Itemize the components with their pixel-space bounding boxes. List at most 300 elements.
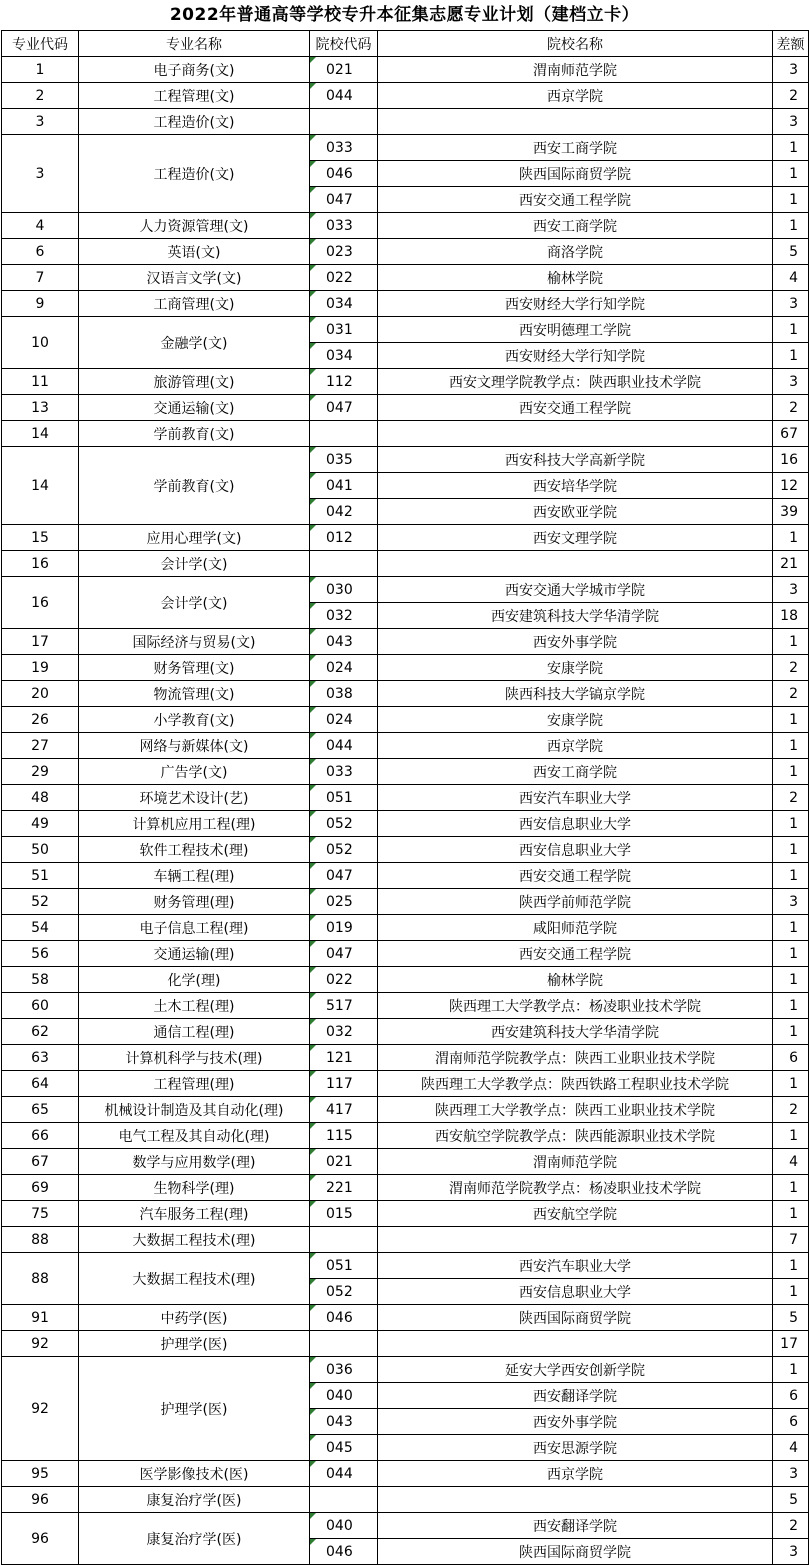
table-row <box>2 57 809 83</box>
table-row <box>2 239 809 265</box>
table-row <box>2 1513 809 1539</box>
major-code-cell: 26 <box>2 707 79 733</box>
major-code-cell: 58 <box>2 967 79 993</box>
major-name-cell: 土木工程(理) <box>79 993 310 1019</box>
table-row <box>2 863 809 889</box>
school-code-cell: 044 <box>310 83 378 109</box>
gap-cell: 39 <box>773 499 809 525</box>
major-code-cell: 96 <box>2 1487 79 1513</box>
school-code-cell: 045 <box>310 1435 378 1461</box>
school-name-cell: 西安汽车职业大学 <box>378 1253 773 1279</box>
school-name-cell: 西安工商学院 <box>378 213 773 239</box>
table-row <box>2 1227 809 1253</box>
school-code-cell: 035 <box>310 447 378 473</box>
major-name-cell: 金融学(文) <box>79 317 310 369</box>
school-code-cell: 034 <box>310 291 378 317</box>
gap-cell: 1 <box>773 915 809 941</box>
school-code-cell: 012 <box>310 525 378 551</box>
table-row <box>2 655 809 681</box>
table-row <box>2 915 809 941</box>
major-code-cell: 15 <box>2 525 79 551</box>
major-code-cell: 20 <box>2 681 79 707</box>
major-name-cell: 车辆工程(理) <box>79 863 310 889</box>
major-name-cell: 工程造价(文) <box>79 135 310 213</box>
gap-cell: 1 <box>773 1253 809 1279</box>
school-name-cell: 西安财经大学行知学院 <box>378 343 773 369</box>
school-code-cell: 051 <box>310 785 378 811</box>
major-code-cell: 96 <box>2 1513 79 1565</box>
school-name-cell: 渭南师范学院 <box>378 57 773 83</box>
gap-cell: 1 <box>773 187 809 213</box>
table-row <box>2 629 809 655</box>
school-name-cell: 西京学院 <box>378 1461 773 1487</box>
major-name-cell: 学前教育(文) <box>79 447 310 525</box>
major-name-cell: 电子商务(文) <box>79 57 310 83</box>
gap-cell: 1 <box>773 1201 809 1227</box>
table-row <box>2 1175 809 1201</box>
school-code-cell: 031 <box>310 317 378 343</box>
school-name-cell: 西安建筑科技大学华清学院 <box>378 603 773 629</box>
table-row <box>2 1331 809 1357</box>
school-code-cell: 030 <box>310 577 378 603</box>
school-code-cell: 033 <box>310 759 378 785</box>
table-row <box>2 1461 809 1487</box>
table-row <box>2 525 809 551</box>
school-code-cell: 038 <box>310 681 378 707</box>
gap-cell: 2 <box>773 83 809 109</box>
school-code-cell: 043 <box>310 629 378 655</box>
table-row <box>2 1045 809 1071</box>
school-name-cell: 西安欧亚学院 <box>378 499 773 525</box>
gap-cell: 18 <box>773 603 809 629</box>
school-code-cell <box>310 109 378 135</box>
major-code-cell: 69 <box>2 1175 79 1201</box>
major-code-cell: 49 <box>2 811 79 837</box>
major-name-cell: 环境艺术设计(艺) <box>79 785 310 811</box>
school-code-cell: 024 <box>310 655 378 681</box>
school-name-cell: 陕西理工大学教学点：陕西铁路工程职业技术学院 <box>378 1071 773 1097</box>
gap-cell: 1 <box>773 317 809 343</box>
school-name-cell: 安康学院 <box>378 707 773 733</box>
gap-cell: 3 <box>773 291 809 317</box>
table-row <box>2 837 809 863</box>
school-name-cell: 渭南师范学院 <box>378 1149 773 1175</box>
table-row <box>2 811 809 837</box>
school-code-cell: 112 <box>310 369 378 395</box>
school-name-cell: 西京学院 <box>378 83 773 109</box>
major-name-cell: 电子信息工程(理) <box>79 915 310 941</box>
school-name-cell: 安康学院 <box>378 655 773 681</box>
major-name-cell: 计算机应用工程(理) <box>79 811 310 837</box>
major-code-cell: 92 <box>2 1331 79 1357</box>
major-name-cell: 财务管理(文) <box>79 655 310 681</box>
gap-cell: 2 <box>773 395 809 421</box>
school-code-cell: 034 <box>310 343 378 369</box>
table-row <box>2 941 809 967</box>
school-code-cell: 023 <box>310 239 378 265</box>
gap-cell: 4 <box>773 1149 809 1175</box>
major-code-cell: 1 <box>2 57 79 83</box>
school-name-cell: 西安建筑科技大学华清学院 <box>378 1019 773 1045</box>
major-code-cell: 16 <box>2 577 79 629</box>
school-name-cell: 延安大学西安创新学院 <box>378 1357 773 1383</box>
major-code-cell: 14 <box>2 447 79 525</box>
school-name-cell: 西安文理学院教学点：陕西职业技术学院 <box>378 369 773 395</box>
major-name-cell: 网络与新媒体(文) <box>79 733 310 759</box>
major-name-cell: 汉语言文学(文) <box>79 265 310 291</box>
school-code-cell: 047 <box>310 187 378 213</box>
school-name-cell: 西安交通工程学院 <box>378 187 773 213</box>
school-code-cell: 121 <box>310 1045 378 1071</box>
table-row <box>2 317 809 343</box>
gap-cell: 16 <box>773 447 809 473</box>
major-name-cell: 电气工程及其自动化(理) <box>79 1123 310 1149</box>
table-row <box>2 1201 809 1227</box>
school-name-cell: 陕西学前师范学院 <box>378 889 773 915</box>
school-name-cell: 西安明德理工学院 <box>378 317 773 343</box>
major-code-cell: 65 <box>2 1097 79 1123</box>
gap-cell: 2 <box>773 1097 809 1123</box>
major-code-cell: 4 <box>2 213 79 239</box>
major-code-cell: 19 <box>2 655 79 681</box>
school-code-cell: 115 <box>310 1123 378 1149</box>
major-name-cell: 医学影像技术(医) <box>79 1461 310 1487</box>
major-code-cell: 17 <box>2 629 79 655</box>
gap-cell: 1 <box>773 1357 809 1383</box>
school-name-cell <box>378 1487 773 1513</box>
gap-cell: 1 <box>773 629 809 655</box>
gap-cell: 12 <box>773 473 809 499</box>
school-code-cell: 032 <box>310 1019 378 1045</box>
major-code-cell: 3 <box>2 109 79 135</box>
school-code-cell: 042 <box>310 499 378 525</box>
school-name-cell: 西安思源学院 <box>378 1435 773 1461</box>
major-name-cell: 软件工程技术(理) <box>79 837 310 863</box>
major-code-cell: 92 <box>2 1357 79 1461</box>
school-name-cell: 西安汽车职业大学 <box>378 785 773 811</box>
major-code-cell: 9 <box>2 291 79 317</box>
school-name-cell: 咸阳师范学院 <box>378 915 773 941</box>
school-code-cell: 032 <box>310 603 378 629</box>
major-name-cell: 工程造价(文) <box>79 109 310 135</box>
major-code-cell: 54 <box>2 915 79 941</box>
major-code-cell: 60 <box>2 993 79 1019</box>
school-name-cell: 西安交通大学城市学院 <box>378 577 773 603</box>
header-school-name: 院校名称 <box>378 31 773 57</box>
gap-cell: 1 <box>773 1279 809 1305</box>
school-code-cell: 021 <box>310 57 378 83</box>
gap-cell: 1 <box>773 811 809 837</box>
major-code-cell: 56 <box>2 941 79 967</box>
major-name-cell: 旅游管理(文) <box>79 369 310 395</box>
school-code-cell: 052 <box>310 1279 378 1305</box>
school-name-cell: 陕西理工大学教学点：杨凌职业技术学院 <box>378 993 773 1019</box>
table-row <box>2 993 809 1019</box>
major-code-cell: 50 <box>2 837 79 863</box>
table-header-row <box>2 31 809 57</box>
school-name-cell: 西安翻译学院 <box>378 1513 773 1539</box>
school-code-cell: 417 <box>310 1097 378 1123</box>
school-code-cell: 221 <box>310 1175 378 1201</box>
school-name-cell: 西安文理学院 <box>378 525 773 551</box>
school-code-cell: 043 <box>310 1409 378 1435</box>
gap-cell: 3 <box>773 889 809 915</box>
school-code-cell: 052 <box>310 837 378 863</box>
school-name-cell: 西安科技大学高新学院 <box>378 447 773 473</box>
major-code-cell: 63 <box>2 1045 79 1071</box>
gap-cell: 3 <box>773 109 809 135</box>
table-row <box>2 759 809 785</box>
school-code-cell: 024 <box>310 707 378 733</box>
major-code-cell: 29 <box>2 759 79 785</box>
gap-cell: 1 <box>773 759 809 785</box>
major-name-cell: 数学与应用数学(理) <box>79 1149 310 1175</box>
table-row <box>2 551 809 577</box>
major-name-cell: 康复治疗学(医) <box>79 1513 310 1565</box>
major-code-cell: 48 <box>2 785 79 811</box>
school-name-cell: 陕西国际商贸学院 <box>378 1539 773 1565</box>
gap-cell: 4 <box>773 265 809 291</box>
school-name-cell: 陕西国际商贸学院 <box>378 1305 773 1331</box>
gap-cell: 1 <box>773 707 809 733</box>
major-name-cell: 交通运输(理) <box>79 941 310 967</box>
school-code-cell: 052 <box>310 811 378 837</box>
gap-cell: 6 <box>773 1045 809 1071</box>
major-code-cell: 16 <box>2 551 79 577</box>
gap-cell: 6 <box>773 1409 809 1435</box>
major-code-cell: 88 <box>2 1227 79 1253</box>
major-name-cell: 会计学(文) <box>79 577 310 629</box>
major-name-cell: 工程管理(理) <box>79 1071 310 1097</box>
major-name-cell: 国际经济与贸易(文) <box>79 629 310 655</box>
school-code-cell: 046 <box>310 1539 378 1565</box>
major-name-cell: 广告学(文) <box>79 759 310 785</box>
major-code-cell: 2 <box>2 83 79 109</box>
major-name-cell: 通信工程(理) <box>79 1019 310 1045</box>
school-name-cell: 渭南师范学院教学点：陕西工业职业技术学院 <box>378 1045 773 1071</box>
gap-cell: 1 <box>773 733 809 759</box>
header-gap: 差额 <box>773 31 809 57</box>
school-code-cell: 033 <box>310 213 378 239</box>
major-name-cell: 物流管理(文) <box>79 681 310 707</box>
major-name-cell: 康复治疗学(医) <box>79 1487 310 1513</box>
school-code-cell <box>310 1487 378 1513</box>
school-name-cell: 西安外事学院 <box>378 1409 773 1435</box>
school-name-cell: 西安航空学院教学点：陕西能源职业技术学院 <box>378 1123 773 1149</box>
table-row <box>2 447 809 473</box>
major-code-cell: 88 <box>2 1253 79 1305</box>
major-name-cell: 机械设计制造及其自动化(理) <box>79 1097 310 1123</box>
school-code-cell: 040 <box>310 1513 378 1539</box>
gap-cell: 1 <box>773 1123 809 1149</box>
major-code-cell: 66 <box>2 1123 79 1149</box>
school-name-cell: 西安工商学院 <box>378 759 773 785</box>
table-row <box>2 1305 809 1331</box>
table-row <box>2 1097 809 1123</box>
school-code-cell: 019 <box>310 915 378 941</box>
major-code-cell: 95 <box>2 1461 79 1487</box>
gap-cell: 1 <box>773 213 809 239</box>
school-name-cell: 西安外事学院 <box>378 629 773 655</box>
school-name-cell: 西安交通工程学院 <box>378 395 773 421</box>
school-name-cell: 西京学院 <box>378 733 773 759</box>
table-row <box>2 109 809 135</box>
major-name-cell: 中药学(医) <box>79 1305 310 1331</box>
gap-cell: 2 <box>773 785 809 811</box>
school-name-cell: 西安交通工程学院 <box>378 941 773 967</box>
school-name-cell <box>378 1227 773 1253</box>
school-code-cell: 044 <box>310 733 378 759</box>
major-code-cell: 62 <box>2 1019 79 1045</box>
gap-cell: 2 <box>773 655 809 681</box>
school-name-cell <box>378 1331 773 1357</box>
gap-cell: 1 <box>773 837 809 863</box>
table-row <box>2 1123 809 1149</box>
major-name-cell: 大数据工程技术(理) <box>79 1253 310 1305</box>
header-major-name: 专业名称 <box>79 31 310 57</box>
gap-cell: 21 <box>773 551 809 577</box>
major-name-cell: 会计学(文) <box>79 551 310 577</box>
header-school-code: 院校代码 <box>310 31 378 57</box>
major-name-cell: 英语(文) <box>79 239 310 265</box>
major-name-cell: 学前教育(文) <box>79 421 310 447</box>
school-name-cell <box>378 421 773 447</box>
school-code-cell <box>310 551 378 577</box>
gap-cell: 3 <box>773 369 809 395</box>
gap-cell: 7 <box>773 1227 809 1253</box>
school-name-cell: 西安交通工程学院 <box>378 863 773 889</box>
gap-cell: 3 <box>773 577 809 603</box>
table-row <box>2 395 809 421</box>
gap-cell: 1 <box>773 343 809 369</box>
gap-cell: 1 <box>773 863 809 889</box>
gap-cell: 1 <box>773 967 809 993</box>
gap-cell: 3 <box>773 1539 809 1565</box>
major-code-cell: 75 <box>2 1201 79 1227</box>
school-code-cell: 033 <box>310 135 378 161</box>
school-name-cell: 西安航空学院 <box>378 1201 773 1227</box>
school-code-cell: 036 <box>310 1357 378 1383</box>
gap-cell: 1 <box>773 993 809 1019</box>
school-code-cell: 025 <box>310 889 378 915</box>
school-name-cell: 西安财经大学行知学院 <box>378 291 773 317</box>
major-name-cell: 化学(理) <box>79 967 310 993</box>
school-name-cell <box>378 551 773 577</box>
major-code-cell: 64 <box>2 1071 79 1097</box>
gap-cell: 1 <box>773 525 809 551</box>
major-code-cell: 3 <box>2 135 79 213</box>
plan-table <box>1 30 809 1565</box>
major-code-cell: 13 <box>2 395 79 421</box>
school-name-cell: 榆林学院 <box>378 967 773 993</box>
school-name-cell: 西安工商学院 <box>378 135 773 161</box>
gap-cell: 3 <box>773 57 809 83</box>
major-code-cell: 27 <box>2 733 79 759</box>
page-title: 2022年普通高等学校专升本征集志愿专业计划（建档立卡） <box>169 5 640 25</box>
table-row <box>2 213 809 239</box>
school-code-cell: 040 <box>310 1383 378 1409</box>
table-row <box>2 1019 809 1045</box>
table-row <box>2 1149 809 1175</box>
major-name-cell: 护理学(医) <box>79 1331 310 1357</box>
school-code-cell: 517 <box>310 993 378 1019</box>
table-row <box>2 707 809 733</box>
school-name-cell: 西安信息职业大学 <box>378 811 773 837</box>
major-code-cell: 11 <box>2 369 79 395</box>
table-row <box>2 369 809 395</box>
table-row <box>2 1357 809 1383</box>
major-code-cell: 52 <box>2 889 79 915</box>
major-name-cell: 小学教育(文) <box>79 707 310 733</box>
table-row <box>2 265 809 291</box>
school-code-cell: 015 <box>310 1201 378 1227</box>
major-code-cell: 6 <box>2 239 79 265</box>
table-row <box>2 889 809 915</box>
school-code-cell: 047 <box>310 395 378 421</box>
major-name-cell: 工商管理(文) <box>79 291 310 317</box>
school-name-cell: 陕西科技大学镐京学院 <box>378 681 773 707</box>
major-code-cell: 67 <box>2 1149 79 1175</box>
gap-cell: 1 <box>773 161 809 187</box>
school-code-cell: 021 <box>310 1149 378 1175</box>
major-code-cell: 51 <box>2 863 79 889</box>
school-name-cell: 商洛学院 <box>378 239 773 265</box>
major-code-cell: 7 <box>2 265 79 291</box>
major-name-cell: 财务管理(理) <box>79 889 310 915</box>
header-major-code: 专业代码 <box>2 31 79 57</box>
school-code-cell: 051 <box>310 1253 378 1279</box>
major-name-cell: 生物科学(理) <box>79 1175 310 1201</box>
table-row <box>2 785 809 811</box>
table-row <box>2 1253 809 1279</box>
school-code-cell: 022 <box>310 967 378 993</box>
gap-cell: 5 <box>773 239 809 265</box>
gap-cell: 1 <box>773 1019 809 1045</box>
school-code-cell: 022 <box>310 265 378 291</box>
major-name-cell: 计算机科学与技术(理) <box>79 1045 310 1071</box>
major-name-cell: 人力资源管理(文) <box>79 213 310 239</box>
school-code-cell: 046 <box>310 1305 378 1331</box>
gap-cell: 5 <box>773 1305 809 1331</box>
gap-cell: 5 <box>773 1487 809 1513</box>
major-code-cell: 14 <box>2 421 79 447</box>
major-name-cell: 工程管理(文) <box>79 83 310 109</box>
table-row <box>2 577 809 603</box>
school-name-cell: 西安翻译学院 <box>378 1383 773 1409</box>
table-body <box>2 57 809 1565</box>
gap-cell: 1 <box>773 1071 809 1097</box>
table-row <box>2 681 809 707</box>
school-name-cell: 榆林学院 <box>378 265 773 291</box>
table-row <box>2 83 809 109</box>
school-name-cell: 陕西国际商贸学院 <box>378 161 773 187</box>
gap-cell: 1 <box>773 941 809 967</box>
school-code-cell: 047 <box>310 863 378 889</box>
gap-cell: 3 <box>773 1461 809 1487</box>
gap-cell: 1 <box>773 1175 809 1201</box>
school-name-cell <box>378 109 773 135</box>
school-name-cell: 西安信息职业大学 <box>378 1279 773 1305</box>
gap-cell: 1 <box>773 135 809 161</box>
school-code-cell: 047 <box>310 941 378 967</box>
school-name-cell: 渭南师范学院教学点：杨凌职业技术学院 <box>378 1175 773 1201</box>
major-name-cell: 汽车服务工程(理) <box>79 1201 310 1227</box>
major-code-cell: 10 <box>2 317 79 369</box>
school-code-cell: 041 <box>310 473 378 499</box>
gap-cell: 4 <box>773 1435 809 1461</box>
school-code-cell: 117 <box>310 1071 378 1097</box>
major-code-cell: 91 <box>2 1305 79 1331</box>
